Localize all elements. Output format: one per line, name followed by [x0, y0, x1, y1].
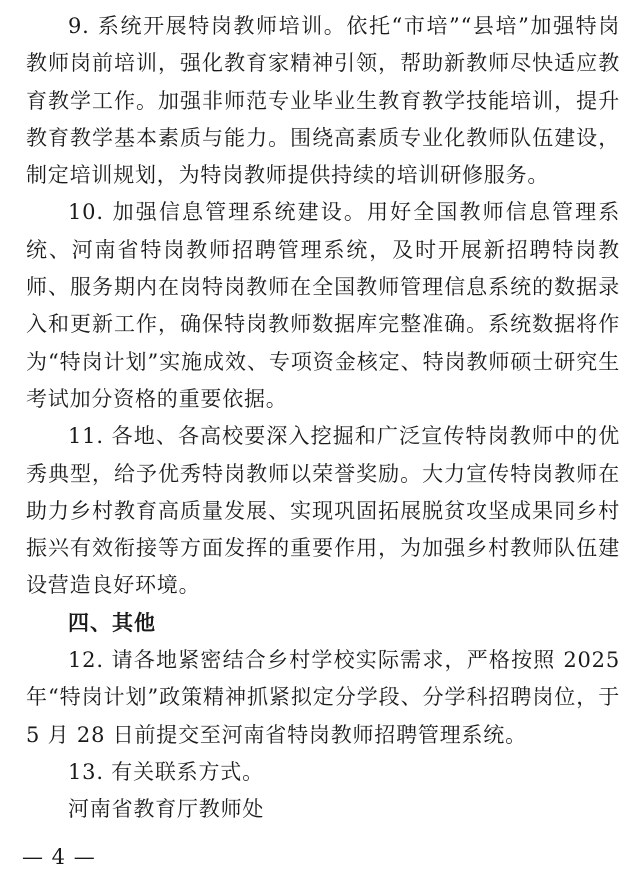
- paragraph-11: 11. 各地、各高校要深入挖掘和广泛宣传特岗教师中的优秀典型，给予优秀特岗教师以荣誉奖励。大力宣传特岗教师在助力乡村教育高质量发展、实现巩固拓展脱贫攻坚成果同乡村振兴有效衔接等方面发挥的重要作用，为加强乡村教师队伍建设营造良好环境。: [26, 424, 620, 598]
- paragraph-10: 10. 加强信息管理系统建设。用好全国教师信息管理系统、河南省特岗教师招聘管理系统，及时开展新招聘特岗教师、服务期内在岗特岗教师在全国教师管理信息系统的数据录入和更新工作，确保特岗教师数据库完整准确。系统数据将作为“特岗计划”实施成效、专项资金核定、特岗教师硕士研究生考试加分资格的重要依据。: [26, 200, 620, 411]
- paragraph-12: 12. 请各地紧密结合乡村学校实际需求，严格按照 2025 年“特岗计划”政策精神抓紧拟定分学段、分学科招聘岗位，于 5 月 28 日前提交至河南省特岗教师招聘管理系统。: [26, 648, 620, 747]
- paragraph-9: 9. 系统开展特岗教师培训。依托“市培”“县培”加强特岗教师岗前培训，强化教育家精神引领，帮助新教师尽快适应教育教学工作。加强非师范专业毕业生教育教学技能培训，提升教育教学基本素质与能力。围绕高素质专业化教师队伍建设，制定培训规划，为特岗教师提供持续的培训研修服务。: [26, 14, 620, 188]
- page-number: — 4 —: [22, 845, 96, 869]
- document-page: [26, 8, 620, 829]
- contact-department: 河南省教育厅教师处: [68, 797, 265, 822]
- paragraph-13: 13. 有关联系方式。: [68, 759, 264, 784]
- section-heading: 四、其他: [68, 610, 156, 635]
